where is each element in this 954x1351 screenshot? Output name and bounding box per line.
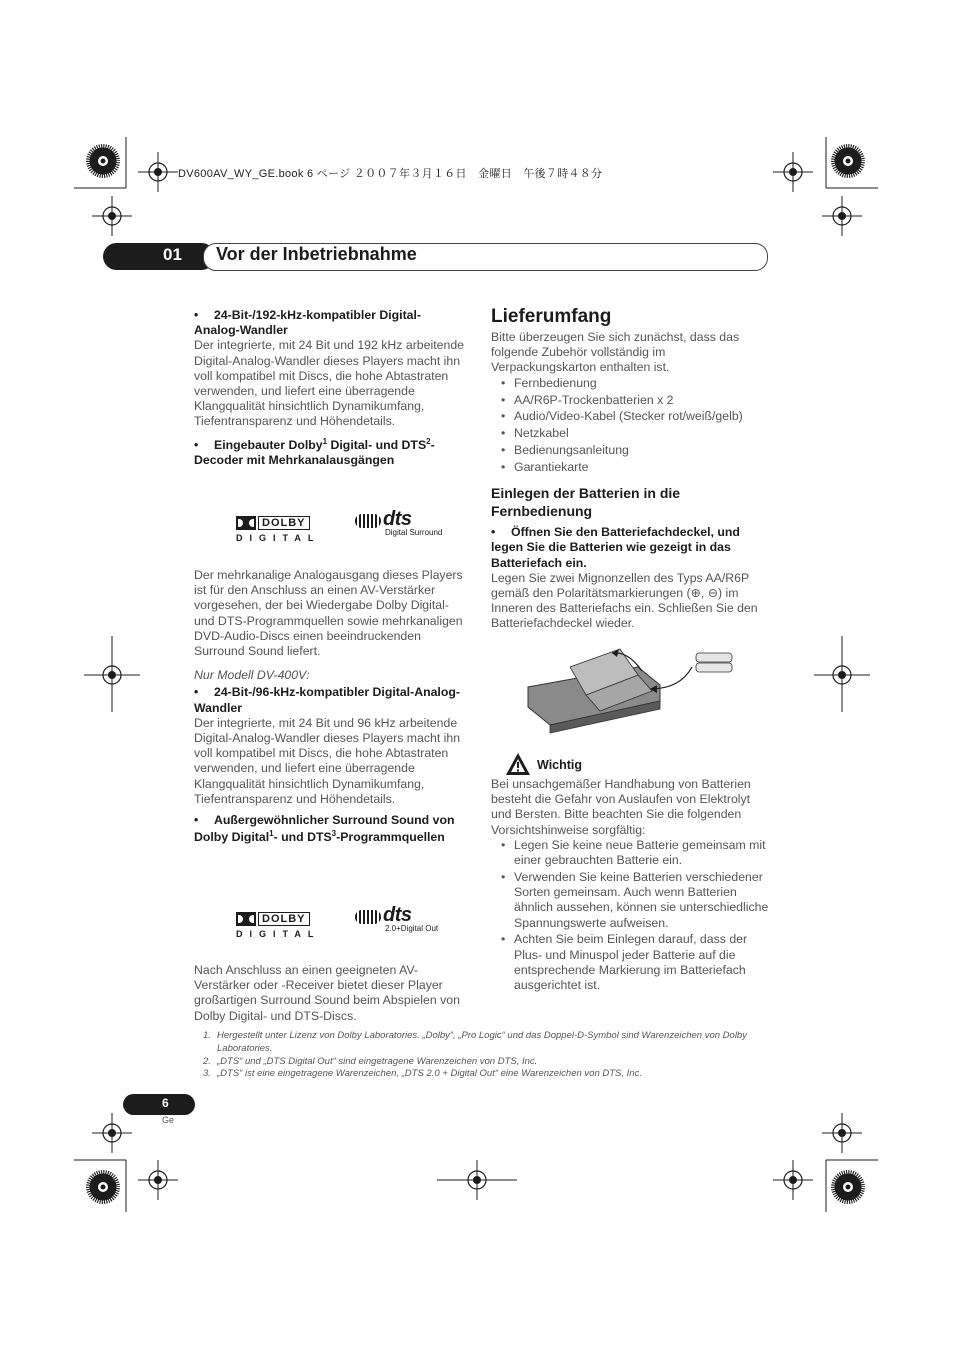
chapter-number: 01: [163, 245, 182, 264]
warning-list: [491, 838, 769, 993]
remote-battery-illustration: [520, 645, 770, 745]
crosshair-mark: [92, 196, 132, 236]
list-item: • Fernbedienung: [491, 376, 767, 391]
list-item: • Garantiekarte: [491, 460, 767, 475]
left-column-end: [194, 963, 466, 1024]
footnotes: [203, 1030, 773, 1081]
dts-digital-surround-logo: dts Digital Surround: [355, 508, 442, 537]
crosshair-mark: [822, 196, 862, 236]
battery-instruction-text: Legen Sie zwei Mignonzellen des Typs AA/R6P gemäß den Polaritätsmarkierungen (⊕, ⊖) im Inneren des Batteriefachs ein. Schließen Sie den Batteriefachdeckel wieder.: [491, 570, 758, 631]
starburst-mark-bottom-left: [86, 1170, 120, 1204]
battery-instruction-heading: • Öffnen Sie den Batteriefachdeckel, und legen Sie die Batterien wie gezeigt in das Batteriefach ein.: [491, 525, 740, 570]
feature-text-192khz: Der integrierte, mit 24 Bit und 192 kHz arbeitende Digital-Analog-Wandler dieses Players macht ihn voll kompatibel mit Discs, die hohe Abtastraten verwenden, und liefert eine überragende Klangqualität hinsichtlich Dynamikumfang, Tiefentransparenz und Höhendetails.: [194, 338, 464, 429]
subsection-heading-batteries: Einlegen der Batterien in die Fernbedienung: [491, 485, 681, 520]
feature-heading-decoder: • Eingebauter Dolby$^1$ Digital- und DTS$^2$-Decoder mit Mehrkanalausgängen: [194, 436, 435, 467]
feature-heading-192khz: • 24-Bit-/192-kHz-kompatibler Digital-Analog-Wandler: [194, 308, 422, 338]
model-note: Nur Modell DV-400V:: [194, 668, 310, 683]
starburst-mark-top-right: [831, 144, 865, 178]
crosshair-mark: [822, 1113, 862, 1153]
contents-intro: Bitte überzeugen Sie sich zunächst, dass das folgende Zubehör vollständig im Verpackungskarton enthalten ist.: [491, 330, 740, 375]
dts-digital-out-logo: dts 2.0+Digital Out: [355, 904, 438, 933]
crosshair-mark: [92, 1113, 132, 1153]
footnote: 2. „DTS“ und „DTS Digital Out“ sind eingetragene Warenzeichen von DTS, Inc.: [203, 1055, 538, 1067]
page-number-pill: [123, 1094, 195, 1115]
crosshair-mark: [773, 152, 813, 192]
warning-block: [491, 777, 769, 995]
list-item: • Netzkabel: [491, 426, 767, 441]
list-item: • Achten Sie beim Einlegen darauf, dass der Plus- und Minuspol jeder Batterie auf die entsprechende Markierung im Batteriefach ausgerichtet ist.: [491, 932, 769, 993]
list-item: • Legen Sie keine neue Batterie gemeinsam mit einer gebrauchten Batterie ein.: [491, 838, 769, 868]
dts-disc-icon: [355, 910, 381, 924]
crosshair-mark: [138, 1160, 178, 1200]
list-item: • Bedienungsanleitung: [491, 443, 767, 458]
analog-output-text: Der mehrkanalige Analogausgang dieses Players ist für den Anschluss an einen AV-Verstärker vorgesehen, der bei Wiedergabe Dolby Digital- und DTS-Programmquellen sowie mehrkanaligen DVD-Audio-Discs einen beeindruckenden Surround Sound liefert.: [194, 568, 463, 659]
dolby-digital-logo-2: DOLBY DIGITAL: [236, 912, 321, 939]
crosshair-mark: [138, 152, 178, 192]
list-item: • Verwenden Sie keine Batterien verschiedener Sorten gemeinsam. Auch wenn Batterien ähnlich aussehen, können sie unterschiedliche Spannungswerte aufweisen.: [491, 870, 769, 931]
list-item: • AA/R6P-Trockenbatterien x 2: [491, 393, 767, 408]
section-heading-lieferumfang: Lieferumfang: [491, 306, 612, 327]
page-number: 6: [162, 1096, 169, 1110]
page-language: Ge: [162, 1115, 175, 1125]
warning-title: Wichtig: [537, 758, 583, 772]
batteries: [696, 653, 732, 672]
chapter-number-pill: [103, 243, 215, 270]
chapter-title: Vor der Inbetriebnahme: [216, 244, 417, 264]
dts-disc-icon: [355, 514, 381, 528]
footnote: 1. Hergestellt unter Lizenz von Dolby Laboratories. „Dolby“, „Pro Logic“ und das Doppel-D-Symbol sind Warenzeichen von Dolby Laboratories.: [203, 1030, 747, 1054]
footnote: 3. „DTS“ ist eine eingetragene Warenzeichen, „DTS 2.0 + Digital Out“ eine Warenzeichen von DTS, Inc.: [203, 1068, 642, 1080]
surround-text: Nach Anschluss an einen geeigneten AV-Verstärker oder -Receiver bietet dieser Player großartigen Surround Sound beim Abspielen von Dolby Digital- und DTS-Discs.: [194, 963, 460, 1023]
feature-heading-96khz: • 24-Bit-/96-kHz-kompatibler Digital-Analog-Wandler: [194, 685, 460, 715]
warning-icon: [505, 752, 531, 776]
feature-text-96khz: Der integrierte, mit 24 Bit und 96 kHz arbeitende Digital-Analog-Wandler dieses Players macht ihn voll kompatibel mit Discs, die hohe Abtastraten verwenden, und liefert eine überragende Klangqualität hinsichtlich Dynamikumfang, Tiefentransparenz und Höhendetails.: [194, 715, 461, 806]
list-item: • Audio/Video-Kabel (Stecker rot/weiß/gelb): [491, 409, 767, 424]
left-column-continued: [194, 568, 466, 846]
contents-list: [491, 376, 767, 476]
dolby-double-d-icon: [236, 912, 256, 926]
warning-text: Bei unsachgemäßer Handhabung von Batterien besteht die Gefahr von Auslaufen von Elektrolyt und Bersten. Bitte beachten Sie die folgenden Vorsichtshinweise sorgfältig:: [491, 777, 751, 837]
print-header: DV600AV_WY_GE.book 6 ページ ２００７年３月１６日 金曜日 午後７時４８分: [178, 168, 603, 180]
starburst-mark-top-left: [86, 144, 120, 178]
starburst-mark-bottom-right: [831, 1170, 865, 1204]
dolby-double-d-icon: [236, 516, 256, 530]
dolby-digital-logo: DOLBY DIGITAL: [236, 516, 321, 543]
feature-heading-surround: • Außergewöhnlicher Surround Sound von Dolby Digital$^1$- und DTS$^3$-Programmquellen: [194, 813, 455, 845]
left-column: [194, 308, 466, 468]
crosshair-mark: [773, 1160, 813, 1200]
right-column: [491, 330, 767, 632]
